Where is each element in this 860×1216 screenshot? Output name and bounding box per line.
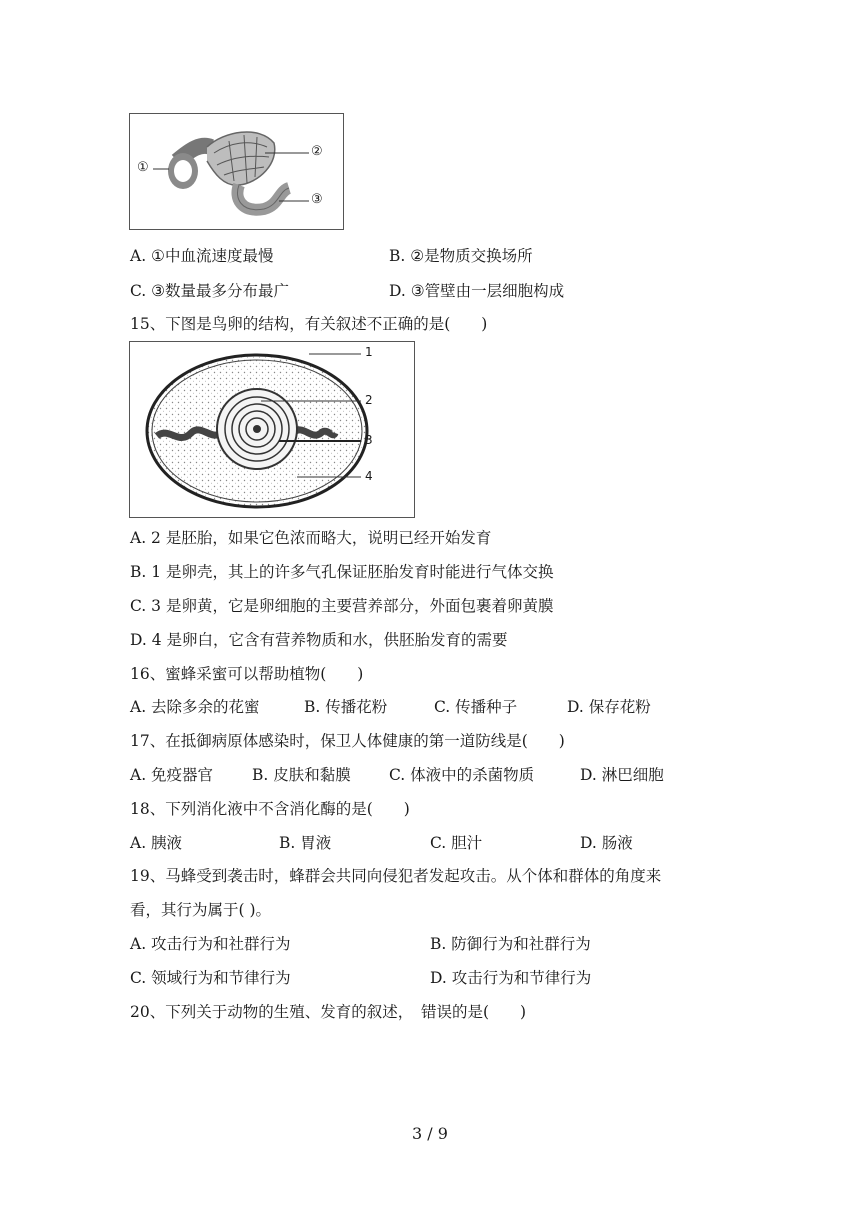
q15-stem: 15、下图是鸟卵的结构，有关叙述不正确的是( ) [130,315,488,333]
q14-option-c: C. ③数量最多分布最广 [130,282,290,300]
q17-stem: 17、在抵御病原体感染时，保卫人体健康的第一道防线是( ) [130,732,565,750]
blood-vessel-figure [129,113,344,230]
q18-option-c: C. 胆汁 [430,834,483,852]
q16-stem: 16、蜜蜂采蜜可以帮助植物( ) [130,665,364,683]
figure-label-3: ③ [311,192,323,207]
q15-option-a: A. 2 是胚胎，如果它色浓而略大，说明已经开始发育 [130,529,492,547]
q16-option-a: A. 去除多余的花蜜 [130,698,260,716]
figure-label-2: ② [311,144,323,159]
egg-label-3: 3 [365,433,373,447]
q15-option-c: C. 3 是卵黄，它是卵细胞的主要营养部分，外面包裹着卵黄膜 [130,597,554,615]
q15-option-b: B. 1 是卵壳，其上的许多气孔保证胚胎发育时能进行气体交换 [130,563,554,581]
q19-stem-line-1: 19、马蜂受到袭击时，蜂群会共同向侵犯者发起攻击。从个体和群体的角度来 [130,867,662,885]
q19-option-d: D. 攻击行为和节律行为 [430,969,592,987]
q14-option-d: D. ③管壁由一层细胞构成 [389,282,565,300]
q19-option-c: C. 领域行为和节律行为 [130,969,291,987]
page-number: 3 / 9 [412,1124,448,1143]
q16-option-d: D. 保存花粉 [567,698,651,716]
q19-option-b: B. 防御行为和社群行为 [430,935,591,953]
q17-option-a: A. 免疫器官 [130,766,214,784]
q18-option-d: D. 肠液 [580,834,633,852]
q16-option-b: B. 传播花粉 [304,698,388,716]
q15-option-d: D. 4 是卵白，它含有营养物质和水，供胚胎发育的需要 [130,631,508,649]
egg-label-1: 1 [365,345,373,359]
egg-label-2: 2 [365,393,373,407]
figure-label-1: ① [137,160,149,175]
q18-stem: 18、下列消化液中不含消化酶的是( ) [130,800,410,818]
q17-option-d: D. 淋巴细胞 [580,766,664,784]
q18-option-a: A. 胰液 [130,834,183,852]
q19-option-a: A. 攻击行为和社群行为 [130,935,291,953]
q14-option-a: A. ①中血流速度最慢 [130,247,274,265]
q14-option-b: B. ②是物质交换场所 [389,247,533,265]
q17-option-c: C. 体液中的杀菌物质 [389,766,535,784]
q19-stem-line-2: 看，其行为属于( )。 [130,901,272,919]
bird-egg-figure [129,341,415,518]
q17-option-b: B. 皮肤和黏膜 [252,766,351,784]
q20-stem: 20、下列关于动物的生殖、发育的叙述， 错误的是( ) [130,1003,527,1021]
q16-option-c: C. 传播种子 [434,698,518,716]
q18-option-b: B. 胃液 [279,834,332,852]
egg-label-4: 4 [365,469,373,483]
